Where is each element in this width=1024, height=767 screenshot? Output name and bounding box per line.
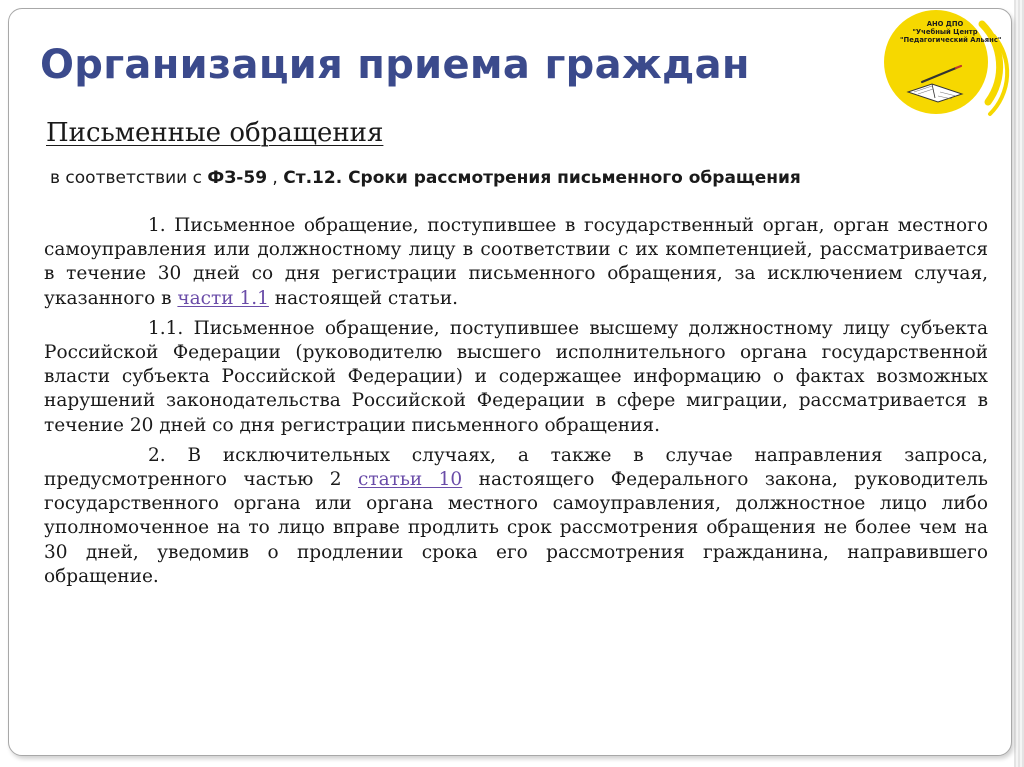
paragraph-1-text: 1. Письменное обращение, поступившее в государственный орган, орган местного самоуправления или должностному лицу в соответствии с их компетенцией, рассматривается в течение 30 дней со дня регистрации письменного обращения, за исключением случая, указанного в — [44, 215, 988, 309]
logo-line-2: "Учебный Центр — [912, 28, 978, 36]
paragraph-2-tail: настоящего Федерального закона, руководитель государственного органа или органа местного самоуправления, должностное лицо либо уполномоченное на то лицо вправе продлить срок рассмотрения обращения не более чем на 30 дней, уведомив о продлении срока его рассмотрения гражданина, направившего обращение. — [44, 469, 988, 587]
section-subtitle: Письменные обращения — [46, 118, 384, 148]
paragraph-1-tail: настоящей статьи. — [268, 287, 459, 309]
article-title: Ст.12. Сроки рассмотрения письменного обращения — [283, 168, 801, 188]
paragraph-1-1 — [44, 317, 988, 438]
paragraph-2 — [44, 444, 988, 589]
law-reference — [50, 168, 801, 188]
link-part-1-1[interactable]: части 1.1 — [177, 287, 269, 309]
slide-title: Организация приема граждан — [40, 42, 750, 88]
organization-logo — [870, 6, 1010, 122]
logo-text — [900, 20, 1002, 44]
link-article-10[interactable]: статьи 10 — [357, 469, 463, 491]
article-body — [44, 214, 988, 595]
paragraph-1-1-text: 1.1. Письменное обращение, поступившее высшему должностному лицу субъекта Российской Федерации (руководителю высшего исполнительного органа государственной власти субъекта Российской Федерации) и содержащее информацию о фактах возможных нарушений законодательства Российской Федерации в сфере миграции, рассматривается в течение 20 дней со дня регистрации письменного обращения. — [44, 317, 988, 436]
law-ref-separator: , — [267, 168, 284, 188]
paragraph-1 — [44, 214, 988, 311]
law-name: ФЗ-59 — [207, 168, 268, 188]
paragraph-2-text: 2. В исключительных случаях, а также в случае направления запроса, предусмотренного частью 2 — [44, 444, 988, 491]
logo-line-1: АНО ДПО — [926, 20, 964, 28]
logo-line-3: "Педагогический Альянс" — [900, 36, 1002, 44]
decorative-stripe — [1014, 0, 1024, 767]
law-ref-prefix: в соответствии с — [50, 168, 208, 188]
